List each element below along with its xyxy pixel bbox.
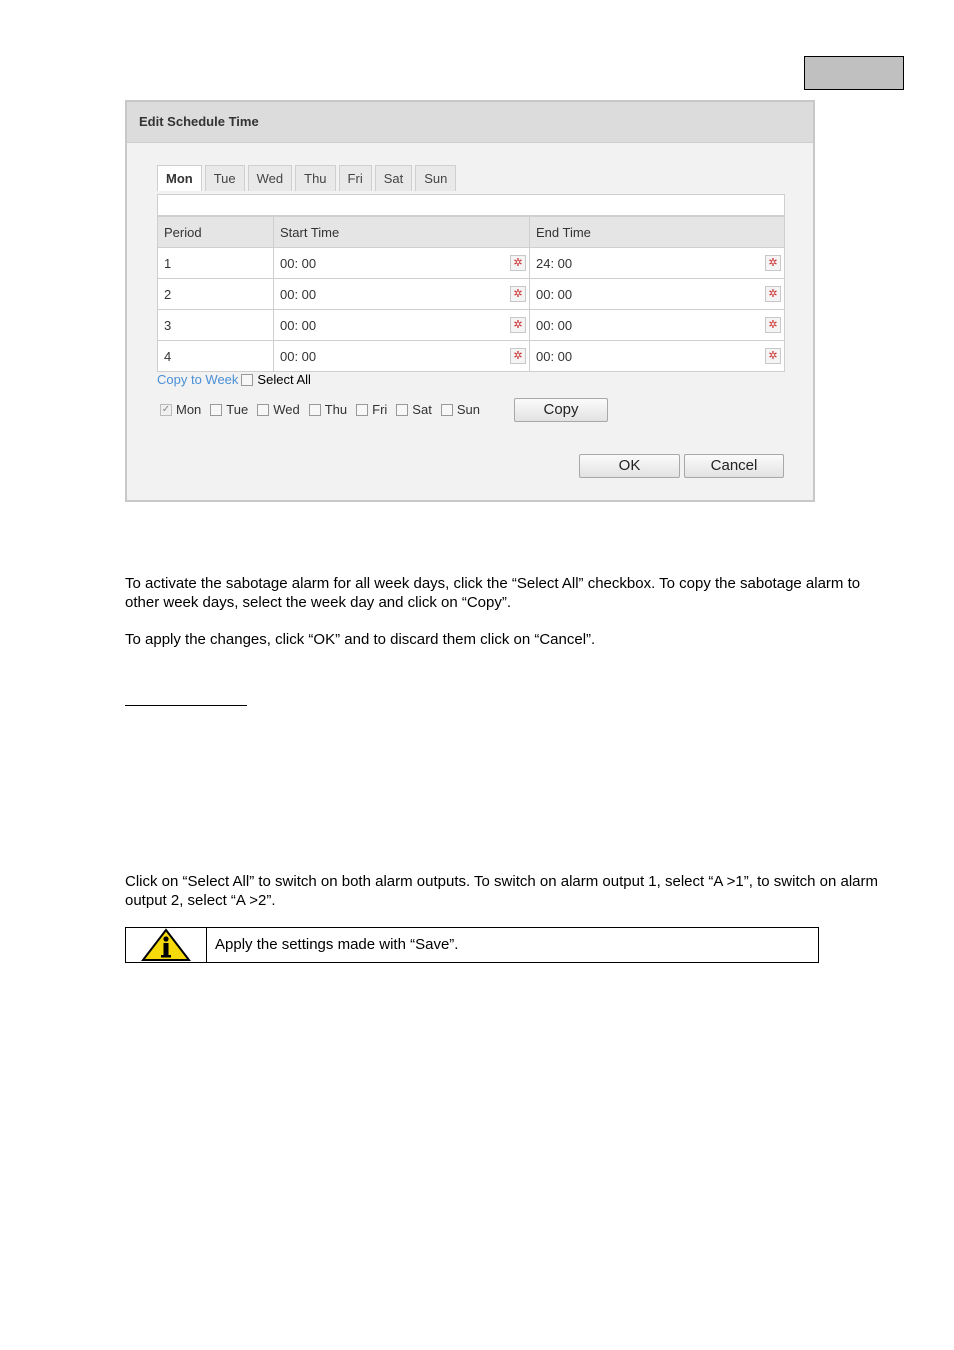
instruction-paragraph-1: To activate the sabotage alarm for all week days, click the “Select All” checkbox. To copy the sabotage alarm to other week days, select the week day and click on “Copy”. — [125, 575, 861, 611]
tab-mon[interactable]: Mon — [157, 165, 202, 191]
period-cell: 1 — [158, 248, 274, 279]
day-option-thu — [306, 402, 347, 417]
day-option-wed — [254, 402, 300, 417]
end-time-field[interactable]: 24: 00 — [536, 255, 573, 271]
sat-checkbox[interactable] — [396, 404, 408, 416]
note-box — [125, 927, 819, 963]
day-option-mon — [157, 402, 201, 417]
end-time-field[interactable]: 00: 00 — [536, 286, 573, 302]
clock-icon[interactable]: ✲ — [510, 317, 526, 333]
day-tabs — [157, 165, 456, 191]
end-time-field[interactable]: 00: 00 — [536, 317, 573, 333]
section-heading-underline — [125, 705, 247, 706]
tue-label: Tue — [226, 402, 249, 417]
sat-label: Sat — [412, 402, 432, 417]
header-end-time: End Time — [530, 217, 785, 248]
start-time-field[interactable]: 00: 00 — [280, 286, 317, 302]
header-period: Period — [158, 217, 274, 248]
cancel-button[interactable]: Cancel — [684, 454, 784, 478]
day-option-fri — [353, 402, 387, 417]
tue-checkbox[interactable] — [210, 404, 222, 416]
language-box — [804, 56, 904, 90]
tab-fri[interactable]: Fri — [339, 165, 372, 191]
timeline-bar — [157, 194, 785, 216]
tab-sun[interactable]: Sun — [415, 165, 456, 191]
mon-label: Mon — [176, 402, 202, 417]
table-row — [158, 341, 785, 372]
copy-to-week-link[interactable]: Copy to Week — [157, 372, 239, 387]
start-time-field[interactable]: 00: 00 — [280, 348, 317, 364]
clock-icon[interactable]: ✲ — [765, 348, 781, 364]
copy-to-week-row — [157, 372, 311, 387]
day-option-tue — [207, 402, 248, 417]
edit-schedule-dialog — [125, 100, 815, 502]
wed-checkbox[interactable] — [257, 404, 269, 416]
wed-label: Wed — [273, 402, 300, 417]
period-cell: 3 — [158, 310, 274, 341]
note-text: Apply the settings made with “Save”. — [215, 936, 459, 953]
info-warning-icon — [141, 928, 191, 962]
clock-icon[interactable]: ✲ — [765, 255, 781, 271]
tab-sat[interactable]: Sat — [375, 165, 413, 191]
thu-label: Thu — [324, 402, 348, 417]
select-all-label: Select All — [257, 372, 311, 387]
mon-checkbox[interactable]: ✓ — [161, 403, 171, 415]
clock-icon[interactable]: ✲ — [510, 348, 526, 364]
dialog-title: Edit Schedule Time — [127, 102, 813, 143]
copy-button[interactable]: Copy — [514, 398, 608, 422]
day-option-sun — [438, 402, 480, 417]
table-row — [158, 279, 785, 310]
fri-checkbox[interactable] — [356, 404, 368, 416]
clock-icon[interactable]: ✲ — [510, 286, 526, 302]
thu-checkbox[interactable] — [309, 404, 321, 416]
period-cell: 2 — [158, 279, 274, 310]
start-time-field[interactable]: 00: 00 — [280, 255, 317, 271]
ok-button[interactable]: OK — [579, 454, 680, 478]
period-cell: 4 — [158, 341, 274, 372]
tab-wed[interactable]: Wed — [248, 165, 293, 191]
select-all-checkbox[interactable] — [241, 374, 253, 386]
header-start-time: Start Time — [274, 217, 530, 248]
instruction-paragraph-3: Click on “Select All” to switch on both alarm outputs. To switch on alarm output 1, select “A >1”, to switch on alarm output 2, select “A >2”. — [125, 873, 878, 909]
clock-icon[interactable]: ✲ — [765, 317, 781, 333]
clock-icon[interactable]: ✲ — [765, 286, 781, 302]
end-time-field[interactable]: 00: 00 — [536, 348, 573, 364]
table-row — [158, 248, 785, 279]
copy-days-row — [157, 402, 486, 417]
clock-icon[interactable]: ✲ — [510, 255, 526, 271]
tab-thu[interactable]: Thu — [295, 165, 335, 191]
schedule-table — [157, 216, 785, 372]
sun-checkbox[interactable] — [441, 404, 453, 416]
sun-label: Sun — [456, 402, 480, 417]
tab-tue[interactable]: Tue — [205, 165, 245, 191]
day-option-sat — [393, 402, 432, 417]
start-time-field[interactable]: 00: 00 — [280, 317, 317, 333]
instruction-paragraph-2: To apply the changes, click “OK” and to discard them click on “Cancel”. — [125, 631, 596, 648]
fri-label: Fri — [372, 402, 388, 417]
table-row — [158, 310, 785, 341]
